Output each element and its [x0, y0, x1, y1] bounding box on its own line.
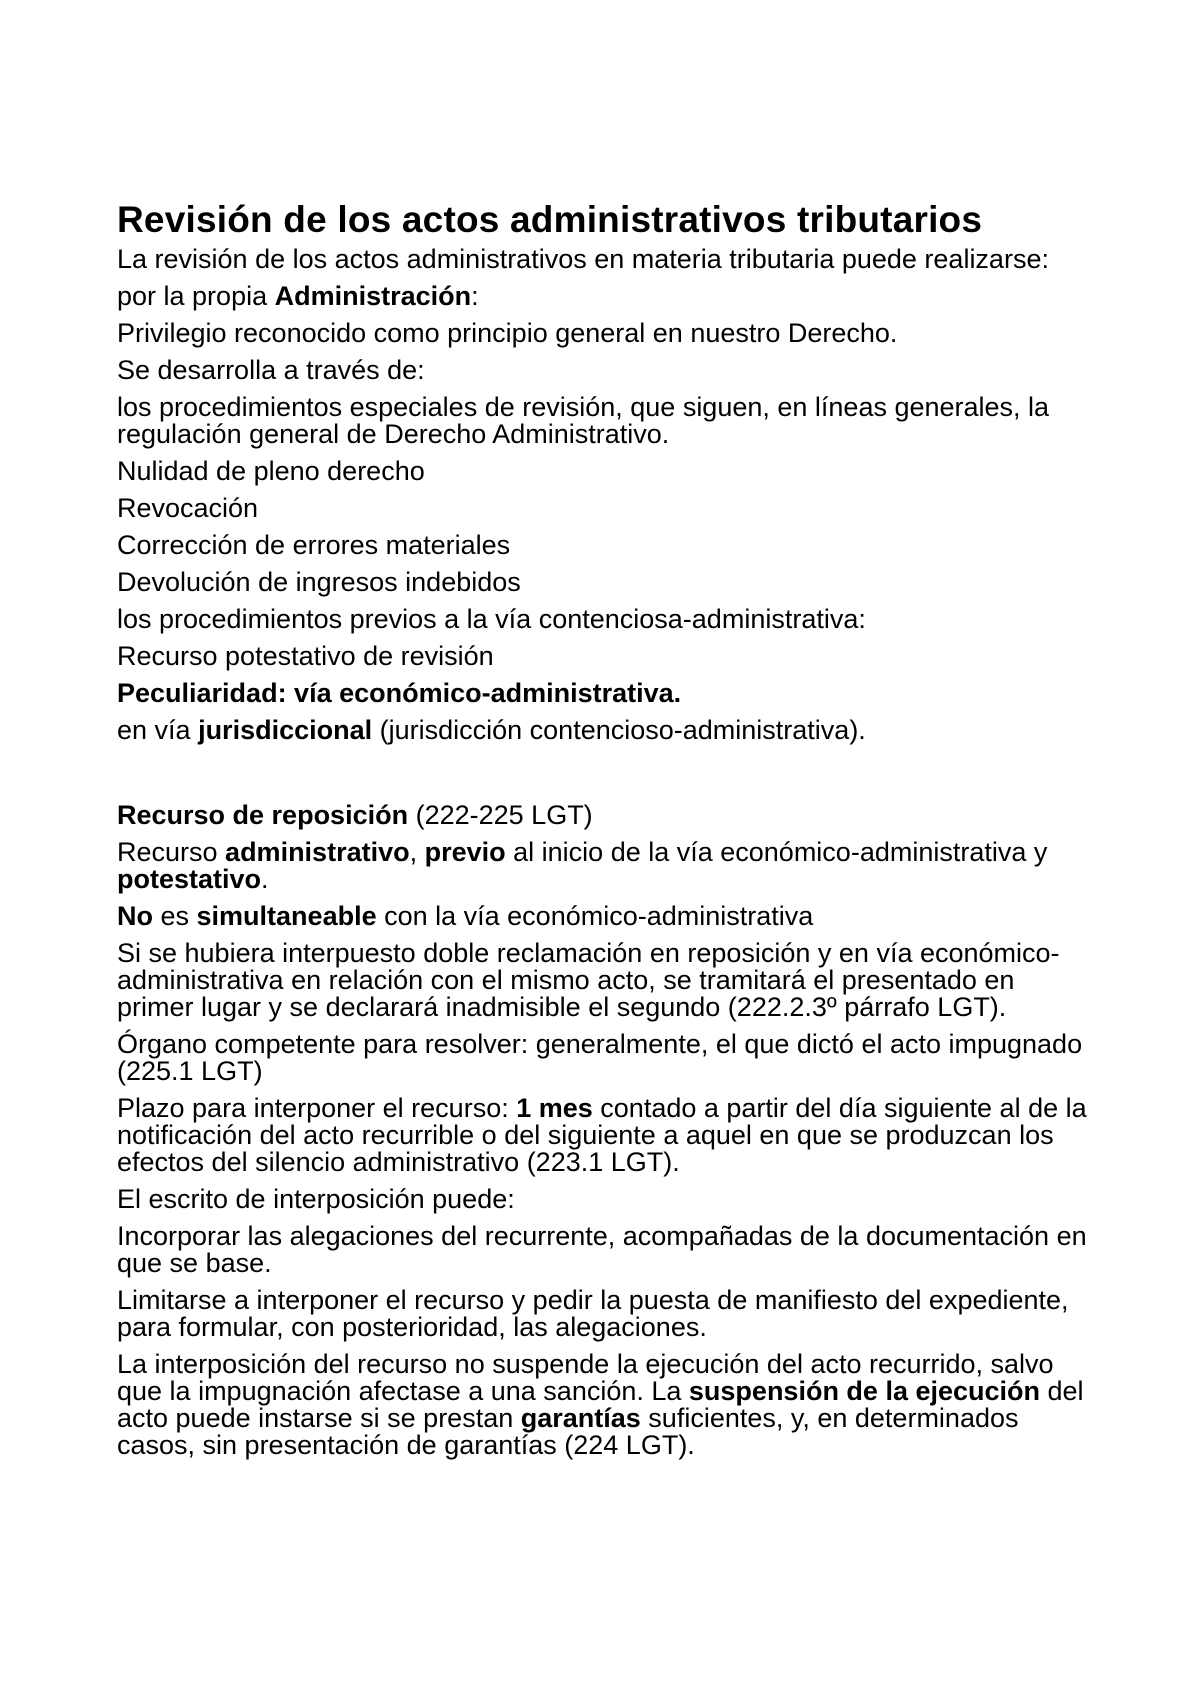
paragraph: [117, 903, 1097, 930]
bold-text: simultaneable: [196, 901, 377, 931]
text-run: La revisión de los actos administrativos en materia tributaria puede realizarse:: [117, 244, 1049, 274]
paragraph: [117, 357, 1097, 384]
text-run: Devolución de ingresos indebidos: [117, 567, 521, 597]
text-run: Recurso potestativo de revisión: [117, 641, 494, 671]
text-run: Recurso: [117, 837, 226, 867]
paragraph: [117, 940, 1097, 1021]
paragraph: [117, 532, 1097, 559]
section-revision-overview: [117, 246, 1097, 744]
text-run: ,: [409, 837, 425, 867]
bold-text: jurisdiccional: [198, 715, 373, 745]
paragraph: [117, 839, 1097, 893]
text-run: suficientes, y, en determinados casos, sin presentación de garantías (224 LGT).: [117, 1403, 1019, 1460]
text-run: Revocación: [117, 493, 259, 523]
text-run: Si se hubiera interpuesto doble reclamación en reposición y en vía económico-administrativa en relación con el mismo acto, se tramitará el presentado en primer lugar y se declarará inadmisible el segundo (222.2.3º párrafo LGT).: [117, 938, 1060, 1022]
text-run: los procedimientos especiales de revisión, que siguen, en líneas generales, la regulación general de Derecho Administrativo.: [117, 392, 1050, 449]
text-run: Privilegio reconocido como principio general en nuestro Derecho.: [117, 318, 898, 348]
paragraph: [117, 394, 1097, 448]
paragraph: [117, 717, 1097, 744]
bold-text: Administración: [274, 281, 472, 311]
text-run: :: [471, 281, 479, 311]
paragraph: [117, 283, 1097, 310]
paragraph: [117, 458, 1097, 485]
text-run: Corrección de errores materiales: [117, 530, 511, 560]
page-title: Revisión de los actos administrativos tributarios: [117, 199, 983, 240]
section-spacer: [117, 754, 1097, 802]
paragraph: [117, 643, 1097, 670]
text-run: Limitarse a interponer el recurso y pedir la puesta de manifiesto del expediente, para formular, con posterioridad, las alegaciones.: [117, 1285, 1069, 1342]
text-run: (jurisdicción contencioso-administrativa).: [372, 715, 866, 745]
text-run: los procedimientos previos a la vía contenciosa-administrativa:: [117, 604, 866, 634]
bold-text: 1 mes: [516, 1093, 593, 1123]
bold-text: Peculiaridad: vía económico-administrativa.: [117, 678, 682, 708]
paragraph: [117, 495, 1097, 522]
text-run: Nulidad de pleno derecho: [117, 456, 425, 486]
paragraph: [117, 569, 1097, 596]
text-run: Plazo para interponer el recurso:: [117, 1093, 517, 1123]
text-run: Incorporar las alegaciones del recurrente, acompañadas de la documentación en que se base.: [117, 1221, 1087, 1278]
paragraph: [117, 1351, 1097, 1459]
paragraph: [117, 1031, 1097, 1085]
bold-text: No: [117, 901, 153, 931]
text-run: por la propia: [117, 281, 275, 311]
bold-text: Recurso de reposición: [117, 800, 409, 830]
paragraph: [117, 320, 1097, 347]
paragraph: [117, 606, 1097, 633]
paragraph: [117, 1287, 1097, 1341]
text-run: El escrito de interposición puede:: [117, 1184, 515, 1214]
text-run: contado a partir del día siguiente al de la notificación del acto recurrible o del siguiente a aquel en que se produzcan los efectos del silencio administrativo (223.1 LGT).: [117, 1093, 1087, 1177]
text-run: es: [153, 901, 197, 931]
paragraph: [117, 1095, 1097, 1176]
text-run: Se desarrolla a través de:: [117, 355, 425, 385]
bold-text: potestativo: [117, 864, 262, 894]
bold-text: previo: [424, 837, 506, 867]
text-run: .: [261, 864, 269, 894]
text-run: con la vía económico-administrativa: [376, 901, 814, 931]
text-run: (222-225 LGT): [408, 800, 593, 830]
paragraph: [117, 680, 1097, 707]
paragraph: [117, 1186, 1097, 1213]
text-run: en vía: [117, 715, 199, 745]
paragraph: [117, 802, 1097, 829]
text-run: al inicio de la vía económico-administrativa y: [505, 837, 1048, 867]
bold-text: suspensión de la ejecución: [688, 1376, 1041, 1406]
text-run: Órgano competente para resolver: generalmente, el que dictó el acto impugnado (225.1 LGT): [117, 1029, 1083, 1086]
paragraph: [117, 246, 1097, 273]
text-run: del acto puede instarse si se prestan: [117, 1376, 1084, 1433]
document-page: [117, 198, 1097, 1469]
paragraph: [117, 1223, 1097, 1277]
text-run: La interposición del recurso no suspende la ejecución del acto recurrido, salvo que la impugnación afectase a una sanción. La: [117, 1349, 1054, 1406]
bold-text: administrativo: [225, 837, 410, 867]
section-recurso-reposicion: [117, 802, 1097, 1459]
bold-text: garantías: [520, 1403, 641, 1433]
